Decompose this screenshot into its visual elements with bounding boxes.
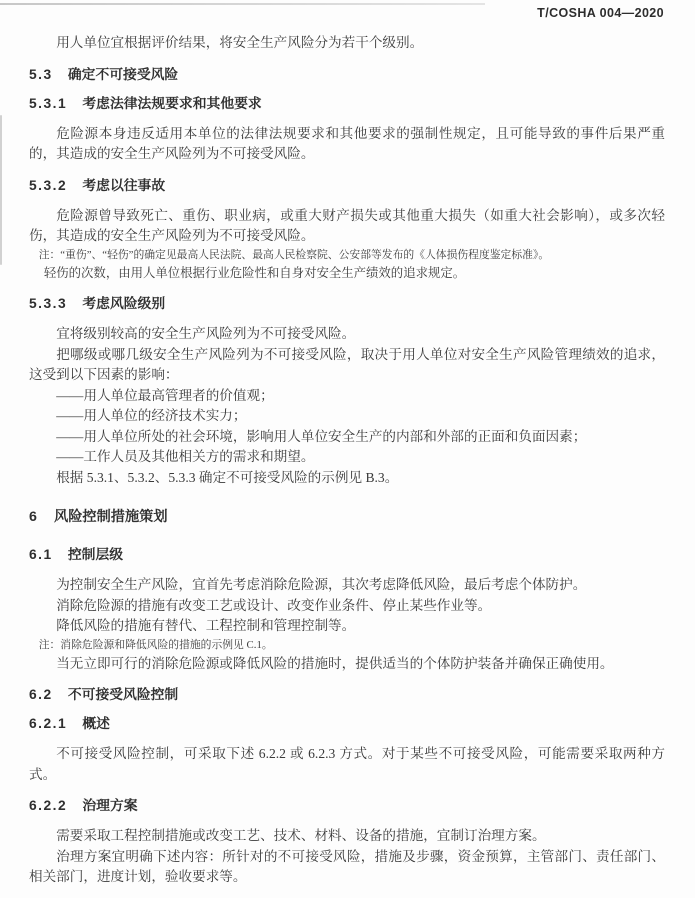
section-number: 5.3.2 bbox=[29, 177, 68, 193]
list-item-economic-strength: ——用人单位的经济技术实力； bbox=[56, 408, 247, 423]
para-ppe-provision: 当无立即可行的消除危险源或降低风险的措施时，提供适当的个体防护装备并确保正确使用。 bbox=[56, 655, 614, 671]
section-number: 6.1 bbox=[29, 547, 53, 562]
section-heading-5-3-2 bbox=[29, 178, 665, 194]
section-title: 概述 bbox=[82, 716, 110, 731]
section-number: 5.3.3 bbox=[29, 296, 68, 311]
chapter-number: 6 bbox=[29, 509, 39, 525]
section-heading-5-3-1 bbox=[29, 96, 665, 112]
section-number: 6.2.1 bbox=[29, 716, 68, 731]
scan-artifact-smudge bbox=[0, 115, 2, 265]
section-title: 考虑以往事故 bbox=[82, 177, 166, 193]
para-risk-grading: 用人单位宜根据评价结果，将安全生产风险分为若干个级别。 bbox=[56, 35, 424, 50]
section-title: 治理方案 bbox=[82, 798, 138, 813]
section-title: 考虑风险级别 bbox=[82, 296, 166, 311]
list-item-social-environment: ——用人单位所处的社会环境，影响用人单位安全生产的内部和外部的正面和负面因素； bbox=[56, 428, 587, 444]
list-item-stakeholder-needs: ——工作人员及其他相关方的需求和期望。 bbox=[56, 449, 315, 464]
note-example-reference-c1: 注：消除危险源和降低风险的措施的示例见 C.1。 bbox=[38, 638, 273, 651]
section-title: 考虑法律法规要求和其他要求 bbox=[82, 95, 262, 111]
section-number: 6.2 bbox=[29, 687, 53, 702]
section-heading-6-2 bbox=[29, 687, 665, 703]
para-reduce-risk-measures: 降低风险的措施有替代、工程控制和管理控制等。 bbox=[56, 618, 356, 633]
section-heading-6-2-2 bbox=[29, 798, 665, 814]
section-heading-5-3-3 bbox=[29, 296, 665, 312]
note-injury-count: 轻伤的次数，由用人单位根据行业危险性和自身对安全生产绩效的追求规定。 bbox=[43, 265, 466, 280]
para-example-reference-b3: 根据 5.3.1、5.3.2、5.3.3 确定不可接受风险的示例见 B.3。 bbox=[56, 469, 399, 485]
note-injury-definition: 注：“重伤”、“轻伤”的确定见最高人民法院、最高人民检察院、公安部等发布的《人体损伤程度鉴定标准》。 bbox=[38, 248, 550, 261]
para-treatment-plan-contents: 治理方案宜明确下述内容：所针对的不可接受风险，措施及步骤，资金预算，主管部门、责任部门、相关部门，进度计划，验收要求等。 bbox=[29, 848, 665, 884]
document-body bbox=[29, 33, 665, 888]
section-heading-6-1 bbox=[29, 547, 665, 563]
list-item-values: ——用人单位最高管理者的价值观； bbox=[56, 387, 274, 403]
para-control-overview: 不可接受风险控制，可采取下述 6.2.2 或 6.2.3 方式。对于某些不可接受风险，可能需要采取两种方式。 bbox=[29, 746, 665, 782]
chapter-heading-6 bbox=[29, 509, 665, 525]
doc-number: T/COSHA 004—2020 bbox=[537, 6, 664, 20]
section-title: 控制层级 bbox=[67, 547, 124, 562]
para-risk-level-high: 宜将级别较高的安全生产风险列为不可接受风险。 bbox=[56, 326, 356, 341]
para-risk-level-factors: 把哪级或哪几级安全生产风险列为不可接受风险，取决于用人单位对安全生产风险管理绩效的追求，这受到以下因素的影响： bbox=[29, 346, 665, 382]
para-treatment-plan: 需要采取工程控制措施或改变工艺、技术、材料、设备的措施，宜制订治理方案。 bbox=[56, 828, 546, 843]
section-title: 不可接受风险控制 bbox=[67, 687, 179, 702]
section-number: 5.3.1 bbox=[29, 95, 68, 111]
scan-artifact-line bbox=[0, 3, 485, 5]
section-heading-6-2-1 bbox=[29, 716, 665, 732]
para-control-hierarchy: 为控制安全生产风险，宜首先考虑消除危险源，其次考虑降低风险，最后考虑个体防护。 bbox=[56, 577, 587, 592]
section-number: 6.2.2 bbox=[29, 798, 68, 813]
para-legal-requirements: 危险源本身违反适用本单位的法律法规要求和其他要求的强制性规定，且可能导致的事件后果严重的，其造成的安全生产风险列为不可接受风险。 bbox=[29, 125, 665, 161]
section-title: 确定不可接受风险 bbox=[67, 66, 179, 82]
para-past-accidents: 危险源曾导致死亡、重伤、职业病，或重大财产损失或其他重大损失（如重大社会影响），或多次轻伤，其造成的安全生产风险列为不可接受风险。 bbox=[29, 207, 665, 243]
section-number: 5.3 bbox=[29, 66, 53, 82]
section-heading-5-3 bbox=[29, 67, 665, 83]
chapter-title: 风险控制措施策划 bbox=[54, 509, 168, 525]
para-eliminate-hazard-measures: 消除危险源的措施有改变工艺或设计、改变作业条件、停止某些作业等。 bbox=[56, 597, 492, 613]
